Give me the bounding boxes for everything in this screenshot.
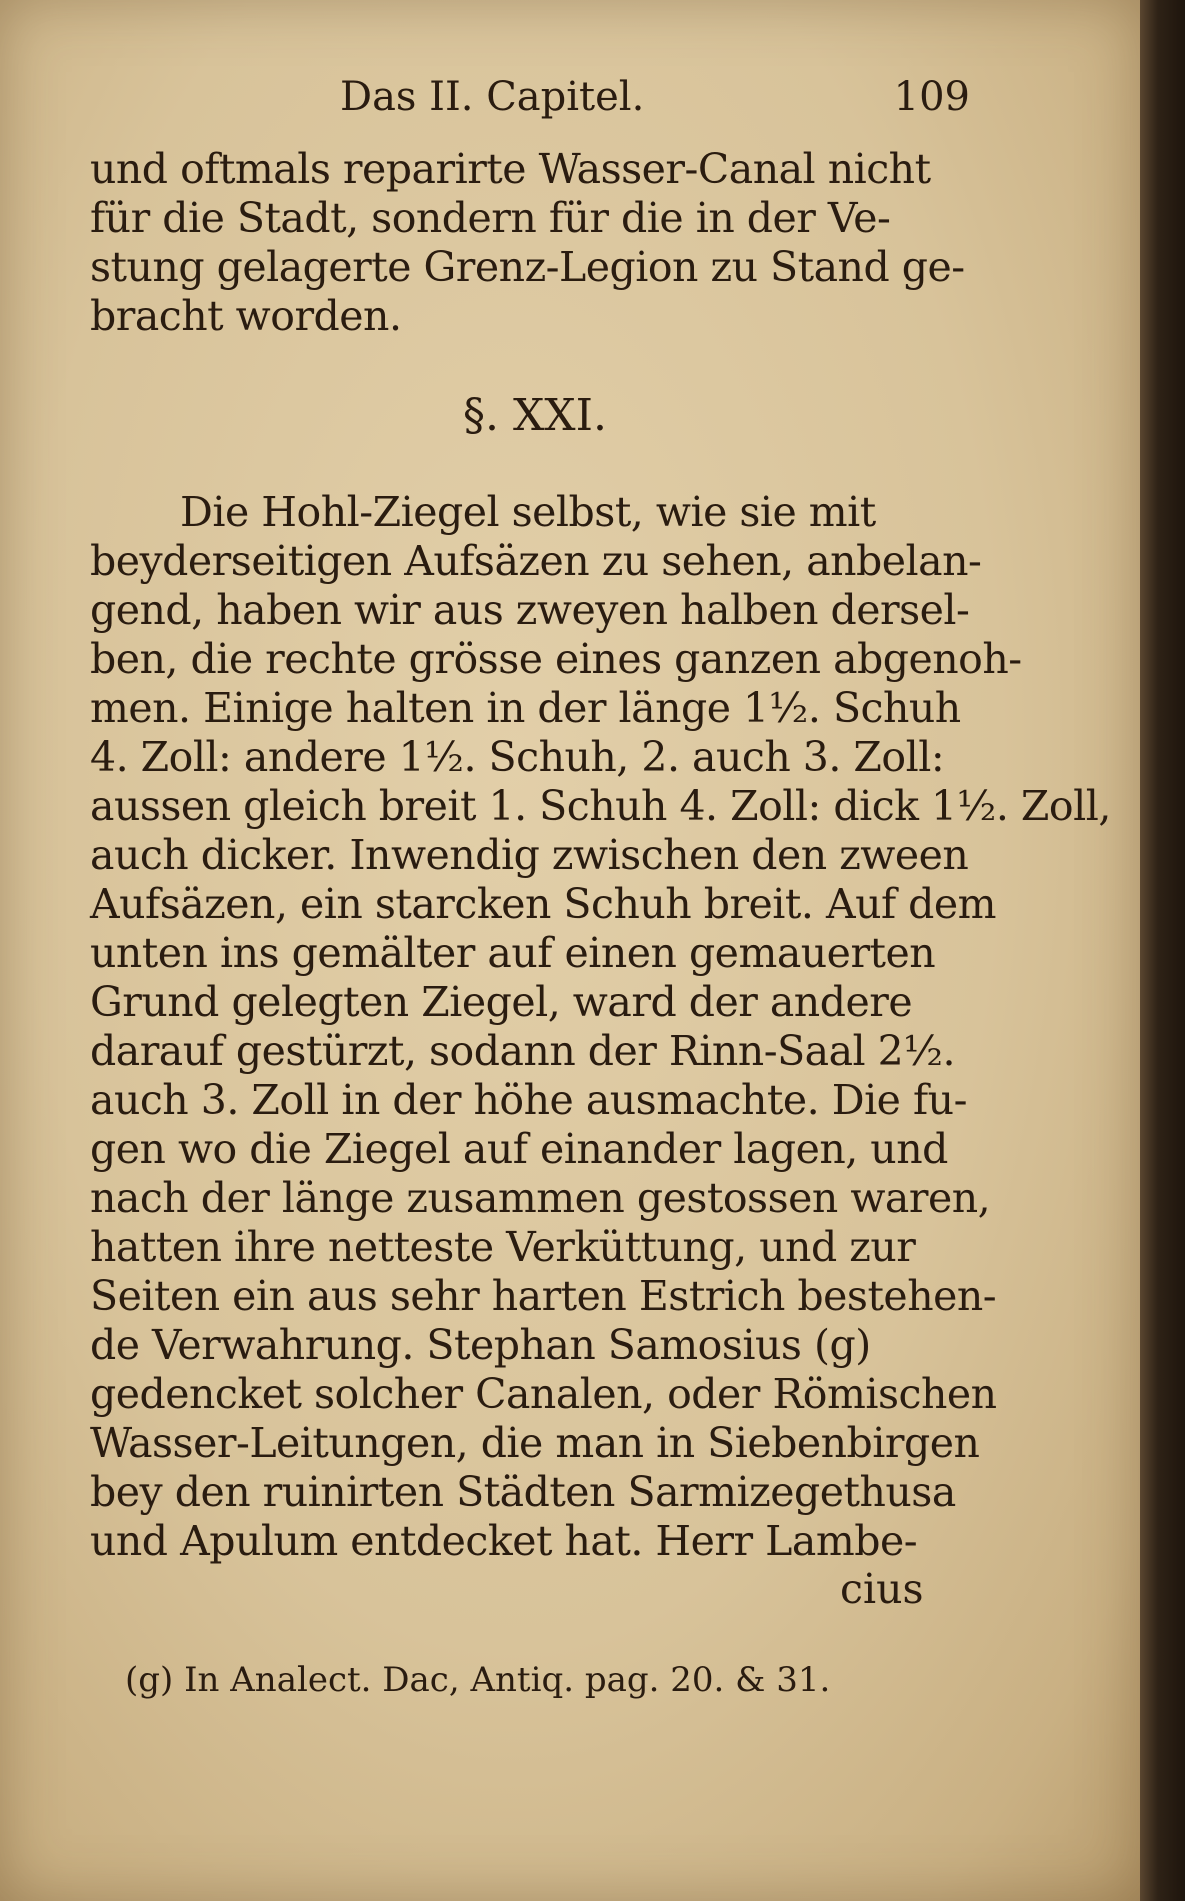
text-line: beyderseitigen Aufsäzen zu sehen, anbelan-: [90, 537, 982, 585]
book-binding-edge: [1140, 0, 1185, 1901]
text-line: nach der länge zusammen gestossen waren,: [90, 1174, 991, 1222]
text-line: men. Einige halten in der länge 1½. Schuh: [90, 684, 961, 732]
section-heading: §. XXI.: [463, 390, 607, 441]
text-line: und oftmals reparirte Wasser-Canal nicht: [90, 145, 931, 193]
text-line: aussen gleich breit 1. Schuh 4. Zoll: dick 1½. Zoll,: [90, 782, 1111, 830]
body-paragraph: [90, 488, 1111, 1566]
running-header: [90, 70, 970, 130]
chapter-title: Das II. Capitel.: [340, 74, 645, 120]
text-line: gedencket solcher Canalen, oder Römischen: [90, 1370, 997, 1418]
text-line: de Verwahrung. Stephan Samosius (g): [90, 1321, 871, 1369]
text-line: Seiten ein aus sehr harten Estrich bestehen-: [90, 1272, 997, 1320]
intro-paragraph: [90, 145, 980, 341]
text-line: und Apulum entdecket hat. Herr Lambe-: [90, 1517, 918, 1565]
text-line: Grund gelegten Ziegel, ward der andere: [90, 978, 913, 1026]
text-line: darauf gestürzt, sodann der Rinn-Saal 2½.: [90, 1027, 956, 1075]
text-line: 4. Zoll: andere 1½. Schuh, 2. auch 3. Zoll:: [90, 733, 945, 781]
text-line: hatten ihre netteste Verküttung, und zur: [90, 1223, 916, 1271]
text-line: bey den ruinirten Städten Sarmizegethusa: [90, 1468, 956, 1516]
text-line: für die Stadt, sondern für die in der Ve-: [90, 194, 891, 242]
text-line: unten ins gemälter auf einen gemauerten: [90, 929, 936, 977]
text-line: Wasser-Leitungen, die man in Siebenbirgen: [90, 1419, 980, 1467]
text-line: auch dicker. Inwendig zwischen den zween: [90, 831, 969, 879]
text-line: gen wo die Ziegel auf einander lagen, und: [90, 1125, 948, 1173]
text-line: ben, die rechte grösse eines ganzen abgenoh-: [90, 635, 1022, 683]
text-line: auch 3. Zoll in der höhe ausmachte. Die fu-: [90, 1076, 967, 1124]
footnote: (g) In Analect. Dac, Antiq. pag. 20. & 31.: [125, 1660, 831, 1700]
text-line: gend, haben wir aus zweyen halben dersel-: [90, 586, 970, 634]
text-line: bracht worden.: [90, 292, 402, 340]
text-line: Aufsäzen, ein starcken Schuh breit. Auf dem: [90, 880, 997, 928]
page-number: 109: [893, 74, 970, 120]
catchword: cius: [840, 1565, 924, 1613]
text-line: Die Hohl-Ziegel selbst, wie sie mit: [180, 488, 876, 536]
text-line: stung gelagerte Grenz-Legion zu Stand ge-: [90, 243, 965, 291]
